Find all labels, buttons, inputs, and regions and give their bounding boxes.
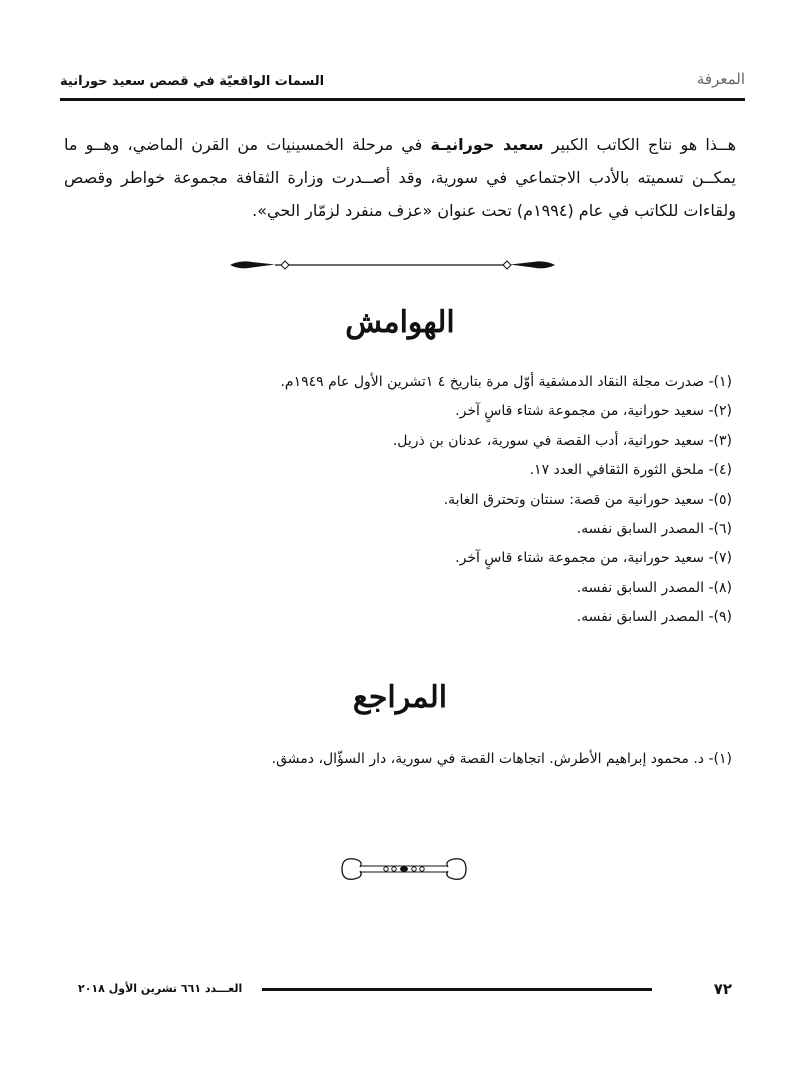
note-item: (١)- صدرت مجلة النقاد الدمشقية أوّل مرة بتاريخ ٤ ١تشرين الأول عام ١٩٤٩م.: [280, 374, 732, 390]
note-item: (٢)- سعيد حورانية، من مجموعة شتاء قاسٍ آخر.: [455, 403, 732, 420]
intro-paragraph: [64, 128, 736, 227]
footer-rule: [262, 988, 652, 991]
note-item: (٨)- المصدر السابق نفسه.: [576, 579, 732, 596]
reference-item: (١)- د. محمود إبراهيم الأطرش. اتجاهات القصة في سورية، دار السؤّال، دمشق.: [271, 751, 732, 767]
end-ornament: [338, 853, 470, 885]
magazine-logo: المعرفة: [696, 70, 745, 88]
page-header: [60, 62, 745, 102]
intro-text-end: في مرحلة الخمسينيات من القرن الماضي، وهــو ما يمكــن تسميته بالأدب الاجتماعي في سورية، وقد أصــدرت وزارة الثقافة مجموعة خواطر وقصص ولقاءات للكاتب في عام (١٩٩٤م) تحت عنوان «عزف منفرد لزمّار الحي».: [64, 135, 736, 220]
intro-text-start: هــذا هو نتاج الكاتب الكبير: [543, 135, 737, 154]
notes-list: [172, 368, 732, 633]
note-item: (٦)- المصدر السابق نفسه.: [576, 520, 732, 537]
author-name: سعيد حورانيـة: [430, 135, 544, 154]
running-title: السمات الواقعيّة في قصص سعيد حورانية: [60, 74, 325, 89]
page-number: ٧٢: [713, 980, 732, 998]
note-item: (٥)- سعيد حورانية من قصة: سنتان وتحترق الغابة.: [443, 491, 732, 508]
header-rule: [60, 98, 745, 101]
section-divider-ornament: [230, 255, 555, 275]
note-item: (٤)- ملحق الثورة الثقافي العدد ١٧.: [529, 462, 732, 479]
note-item: (٧)- سعيد حورانية، من مجموعة شتاء قاسٍ آخر.: [455, 550, 732, 567]
references-heading: المراجع: [352, 680, 448, 715]
issue-label: العـــدد ٦٦١ تشرين الأول ٢٠١٨: [78, 982, 243, 995]
notes-heading: الهوامش: [345, 305, 455, 340]
note-item: (٣)- سعيد حورانية، أدب القصة في سورية، عدنان بن ذريل.: [392, 432, 732, 449]
references-list: [172, 745, 732, 774]
note-item: (٩)- المصدر السابق نفسه.: [576, 609, 732, 626]
